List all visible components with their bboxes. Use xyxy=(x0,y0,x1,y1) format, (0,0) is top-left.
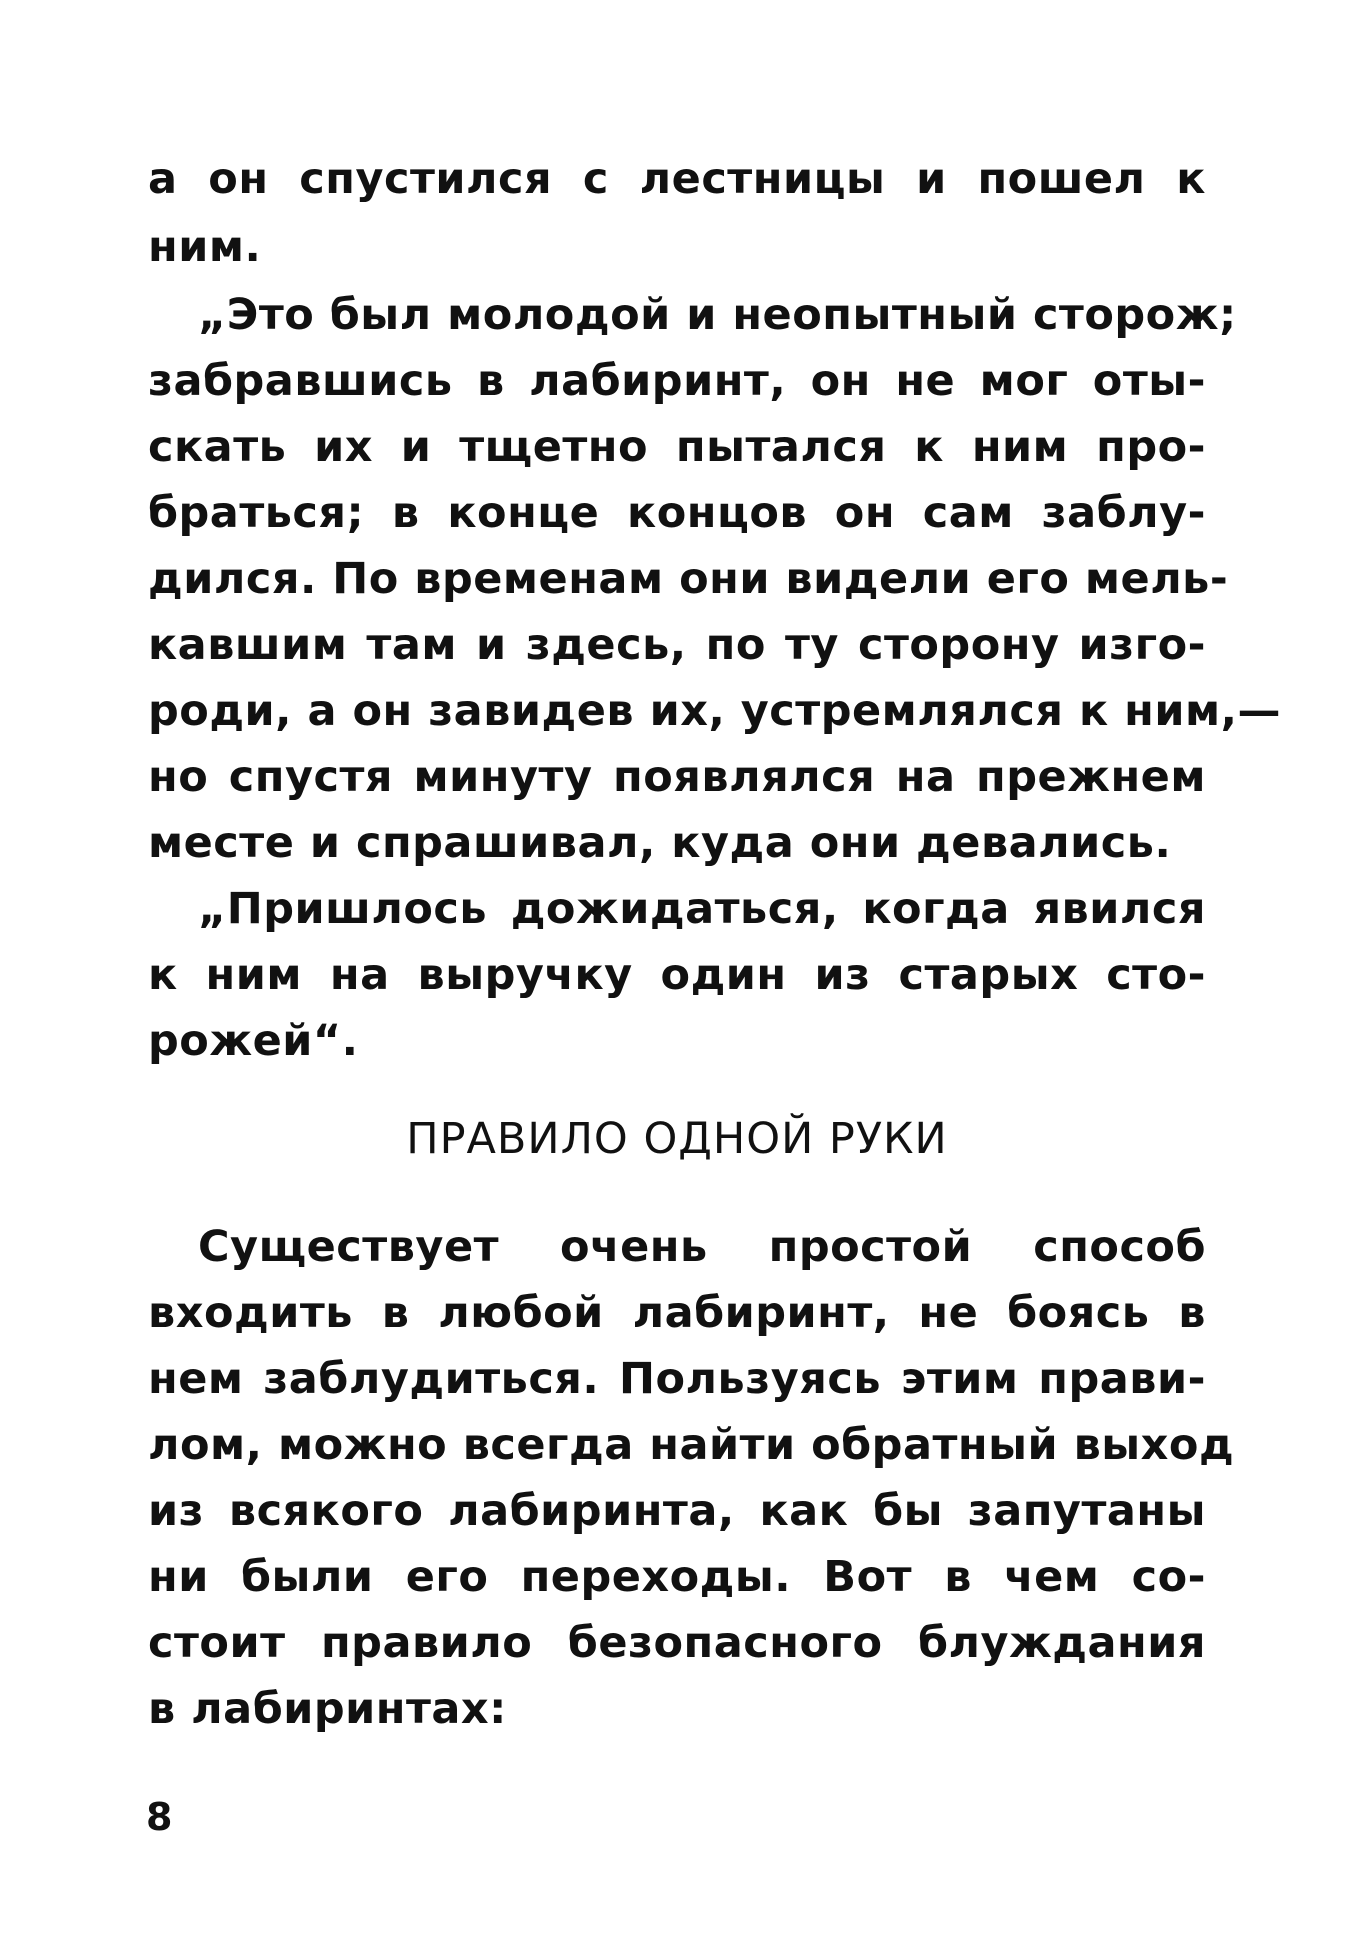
text-line: дился. По временам они видели его мель- xyxy=(148,554,1229,604)
text-line: в лабиринтах: xyxy=(148,1684,507,1734)
text-line: рожей“. xyxy=(148,1016,359,1066)
text-line: нем заблудиться. Пользуясь этим прави- xyxy=(148,1354,1206,1404)
text-line: забравшись в лабиринт, он не мог оты- xyxy=(148,356,1206,406)
text-line: из всякого лабиринта, как бы запутаны xyxy=(148,1486,1206,1536)
text-line: ним. xyxy=(148,222,262,272)
page-number: 8 xyxy=(146,1795,173,1839)
text-line: к ним на выручку один из старых сто- xyxy=(148,950,1206,1000)
text-line: входить в любой лабиринт, не боясь в xyxy=(148,1288,1206,1338)
text-line: месте и спрашивал, куда они девались. xyxy=(148,818,1172,868)
text-line: а он спустился с лестницы и пошел к xyxy=(148,154,1206,204)
text-line: „Это был молодой и неопытный сторож; xyxy=(198,290,1237,340)
text-line: но спустя минуту появлялся на прежнем xyxy=(148,752,1206,802)
text-line: стоит правило безопасного блуждания xyxy=(148,1618,1206,1668)
text-line: скать их и тщетно пытался к ним про- xyxy=(148,422,1206,472)
text-line: браться; в конце концов он сам заблу- xyxy=(148,488,1206,538)
text-line: ни были его переходы. Вот в чем со- xyxy=(148,1552,1206,1602)
text-line: Существует очень простой способ xyxy=(198,1222,1206,1272)
text-line: лом, можно всегда найти обратный выход xyxy=(148,1420,1235,1470)
text-line: роди, а он завидев их, устремлялся к ним,— xyxy=(148,686,1281,736)
text-line: кавшим там и здесь, по ту сторону изго- xyxy=(148,620,1206,670)
section-heading: ПРАВИЛО ОДНОЙ РУКИ xyxy=(406,1114,948,1164)
text-line: „Пришлось дожидаться, когда явился xyxy=(198,884,1206,934)
